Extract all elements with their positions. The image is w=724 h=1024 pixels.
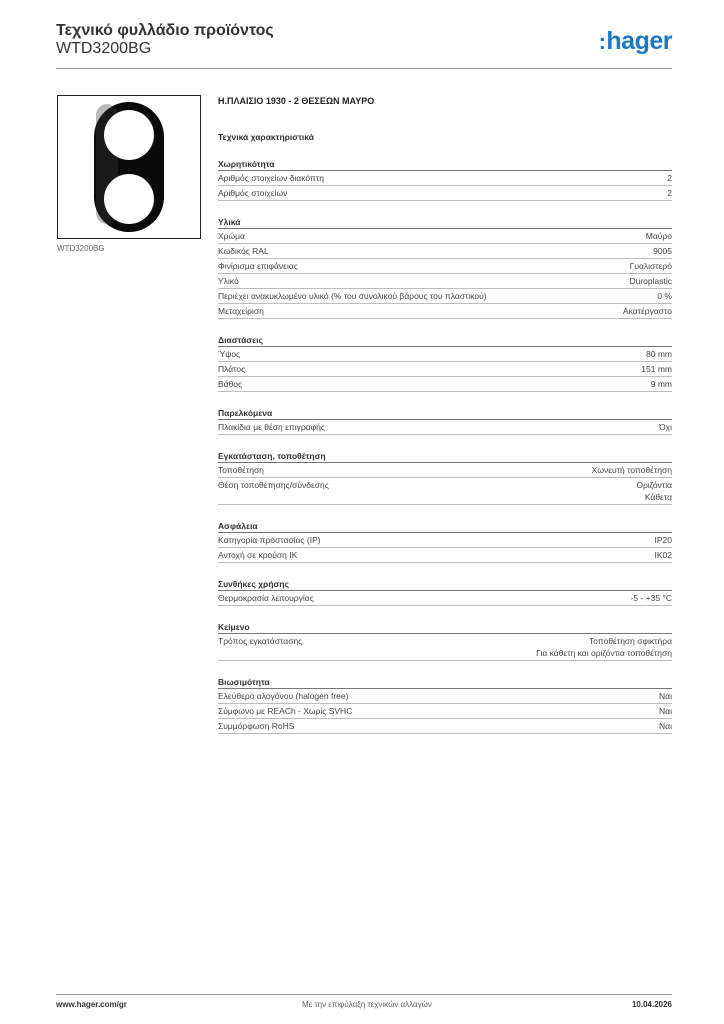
spec-value: Ναι [659,706,672,716]
spec-row [218,186,672,201]
spec-value: Ακατέργαστο [622,306,672,316]
image-caption: WTD3200BG [57,244,105,253]
spec-value: IP20 [654,535,672,545]
section-title: Ασφάλεια [218,518,672,533]
disclaimer: Με την επιφύλαξη τεχνικών αλλαγών [302,1000,432,1009]
spec-row [218,347,672,362]
spec-label: Σύμφωνο με REACh - Χωρίς SVHC [218,706,353,716]
spec-value: 2 [667,173,672,183]
spec-row [218,362,672,377]
document-date: 10.04.2026 [631,1000,672,1009]
spec-label: Αντοχή σε κρούση IK [218,550,298,560]
section-title: Χωρητικότητα [218,156,672,171]
product-image [57,95,201,239]
spec-row [218,533,672,548]
spec-value: 9005 [653,246,672,256]
spec-value: Duroplastic [629,276,672,286]
spec-value: Όχι [659,422,672,432]
frame-icon [58,96,200,238]
spec-label: Ελεύθερο αλογόνου (halogen free) [218,691,349,701]
spec-row [218,377,672,392]
spec-row [218,634,672,661]
spec-value: Τοποθέτηση σφικτήρα Για κάθετη και οριζόντια τοποθέτηση [536,636,672,658]
hager-logo: :hager [598,27,672,55]
spec-row [218,229,672,244]
spec-row [218,591,672,606]
spec-label: Βάθος [218,379,243,389]
spec-row [218,478,672,505]
spec-label: Θερμοκρασία λειτουργίας [218,593,314,603]
spec-row [218,289,672,304]
spec-label: Τρόπος εγκατάστασης [218,636,303,646]
tech-heading: Τεχνικά χαρακτηριστικά [218,132,314,142]
spec-value: Γυαλιστερό [629,261,672,271]
spec-label: Περιέχει ανακυκλωμένο υλικό (% του συνολικού βάρους του πλαστικού) [218,291,487,301]
section-title: Συνθήκες χρήσης [218,576,672,591]
spec-label: Κατηγορία προστασίας (IP) [218,535,321,545]
document-title: Τεχνικό φυλλάδιο προϊόντος [56,22,274,39]
spec-label: Συμμόρφωση RoHS [218,721,295,731]
spec-value: 0 % [657,291,672,301]
spec-value: -5 - +35 °C [630,593,672,603]
section-title: Βιωσιμότητα [218,674,672,689]
spec-label: Κωδικός RAL [218,246,269,256]
spec-content [218,96,672,734]
spec-label: Φινίρισμα επιφάνειας [218,261,298,271]
section-title: Υλικά [218,214,672,229]
spec-row [218,304,672,319]
spec-value: Ναι [659,691,672,701]
spec-row [218,463,672,478]
page-header [56,22,672,69]
spec-label: Μεταχείριση [218,306,264,316]
website-link[interactable]: www.hager.com/gr [56,1000,127,1009]
spec-label: Χρώμα [218,231,245,241]
spec-label: Υλικό [218,276,239,286]
spec-label: Αριθμός στοιχείων διακόπτη [218,173,324,183]
section-title: Κείμενο [218,619,672,634]
spec-label: Πλακίδια με θέση επιγραφής [218,422,325,432]
spec-value: Ναι [659,721,672,731]
spec-value: Μαύρο [645,231,672,241]
spec-row [218,704,672,719]
spec-value: 2 [667,188,672,198]
spec-label: Ύψος [218,349,241,359]
section-title: Παρελκόμενα [218,405,672,420]
page-footer [56,994,672,1017]
spec-row [218,259,672,274]
product-code: WTD3200BG [56,40,152,57]
spec-value: 9 mm [650,379,672,389]
section-title: Εγκατάσταση, τοποθέτηση [218,448,672,463]
spec-label: Τοποθέτηση [218,465,264,475]
spec-label: Θέση τοποθέτησης/σύνδεσης [218,480,329,490]
spec-row [218,274,672,289]
spec-value: Χωνευτή τοποθέτηση [591,465,672,475]
product-name: Η.ΠΛΑΙΣΙΟ 1930 - 2 ΘΕΣΕΩΝ ΜΑΥΡΟ [218,96,375,106]
spec-label: Πλάτος [218,364,246,374]
spec-row [218,244,672,259]
spec-label: Αριθμός στοιχείων [218,188,288,198]
spec-row [218,171,672,186]
spec-value: Οριζόντια Κάθετα [636,480,672,502]
spec-row [218,689,672,704]
spec-row [218,420,672,435]
spec-row [218,548,672,563]
spec-value: 80 mm [646,349,672,359]
spec-value: IK02 [654,550,672,560]
section-title: Διαστάσεις [218,332,672,347]
spec-row [218,719,672,734]
spec-value: 151 mm [641,364,672,374]
